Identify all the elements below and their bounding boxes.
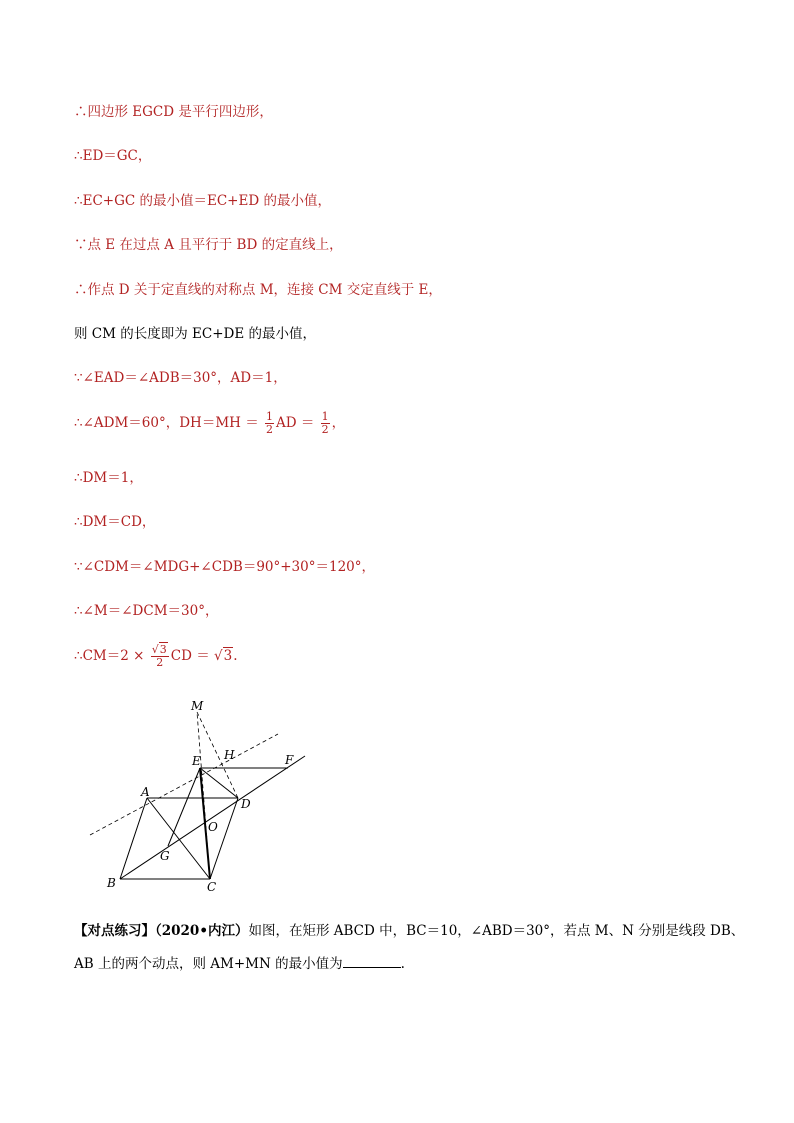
fraction-numerator: √3 [151, 643, 167, 656]
label-h: H [224, 748, 235, 762]
radicand: 3 [223, 648, 233, 664]
exercise-text-2: AB 上的两个动点，则 AM+MN 的最小值为 [74, 956, 343, 972]
line13-post: . [233, 648, 238, 664]
exercise-text-1: 如图，在矩形 ABCD 中，BC＝10，∠ABD＝30°，若点 M、N 分别是线段 DB、 [248, 923, 745, 939]
solution-line-5: ∴作点 D 关于定直线的对称点 M，连接 CM 交定直线于 E， [74, 282, 442, 298]
label-f: F [285, 753, 294, 767]
sqrt-3: √3 [214, 648, 233, 664]
fraction-sqrt3-over-2 [151, 644, 169, 669]
solution-line-6: 则 CM 的长度即为 EC+DE 的最小值， [74, 326, 316, 342]
exercise-line-2 [74, 955, 405, 973]
line-bd-extended [120, 756, 305, 879]
solution-line-9: ∴DM＝1， [74, 470, 143, 486]
exercise-text-2-end: . [400, 956, 405, 972]
segment-ac [147, 798, 210, 879]
line8-mid: AD ＝ [276, 415, 319, 431]
geometry-figure [80, 696, 320, 896]
line8-post: ， [331, 415, 346, 431]
line13-mid: CD ＝ [170, 648, 214, 664]
solution-line-10: ∴DM＝CD， [74, 514, 156, 530]
exercise-line-1 [74, 922, 744, 940]
line8-pre: ∴∠ADM＝60°，DH＝MH ＝ [74, 415, 263, 431]
fraction-denominator: 2 [156, 656, 164, 669]
solution-line-2: ∴ED＝GC， [74, 148, 152, 164]
segment-ed [200, 768, 238, 798]
solution-line-11: ∵∠CDM＝∠MDG+∠CDB＝90°+30°＝120°， [74, 559, 376, 575]
solution-line-13 [74, 644, 238, 669]
fraction-half-2 [321, 411, 330, 436]
label-o: O [208, 820, 218, 834]
fraction-numerator: 1 [321, 410, 329, 423]
exercise-source: （2020•内江） [155, 923, 249, 939]
label-d: D [241, 797, 251, 811]
fraction-denominator: 2 [321, 423, 329, 436]
solution-line-3: ∴EC+GC 的最小值＝EC+ED 的最小值， [74, 193, 331, 209]
label-m: M [191, 699, 204, 713]
solution-line-8 [74, 411, 345, 436]
label-e: E [192, 754, 201, 768]
label-b: B [107, 876, 116, 890]
segment-eg [168, 768, 200, 846]
solution-line-1: ∴四边形 EGCD 是平行四边形， [74, 104, 273, 120]
exercise-tag: 【对点练习】 [74, 923, 155, 939]
fraction-half-1 [265, 411, 274, 436]
radicand: 3 [159, 643, 167, 656]
solution-line-4: ∵点 E 在过点 A 且平行于 BD 的定直线上， [74, 237, 343, 253]
label-c: C [207, 880, 217, 894]
fraction-denominator: 2 [266, 423, 273, 436]
dashed-line-through-a [90, 734, 278, 835]
fraction-numerator: 1 [266, 410, 273, 423]
line13-pre: ∴CM＝2 × [74, 648, 149, 664]
label-g: G [160, 849, 170, 863]
solution-line-12: ∴∠M＝∠DCM＝30°， [74, 603, 219, 619]
segment-ab [120, 798, 147, 879]
label-a: A [141, 785, 150, 799]
answer-blank[interactable] [343, 955, 401, 968]
solution-line-7: ∵∠EAD＝∠ADB＝30°，AD＝1， [74, 370, 287, 386]
